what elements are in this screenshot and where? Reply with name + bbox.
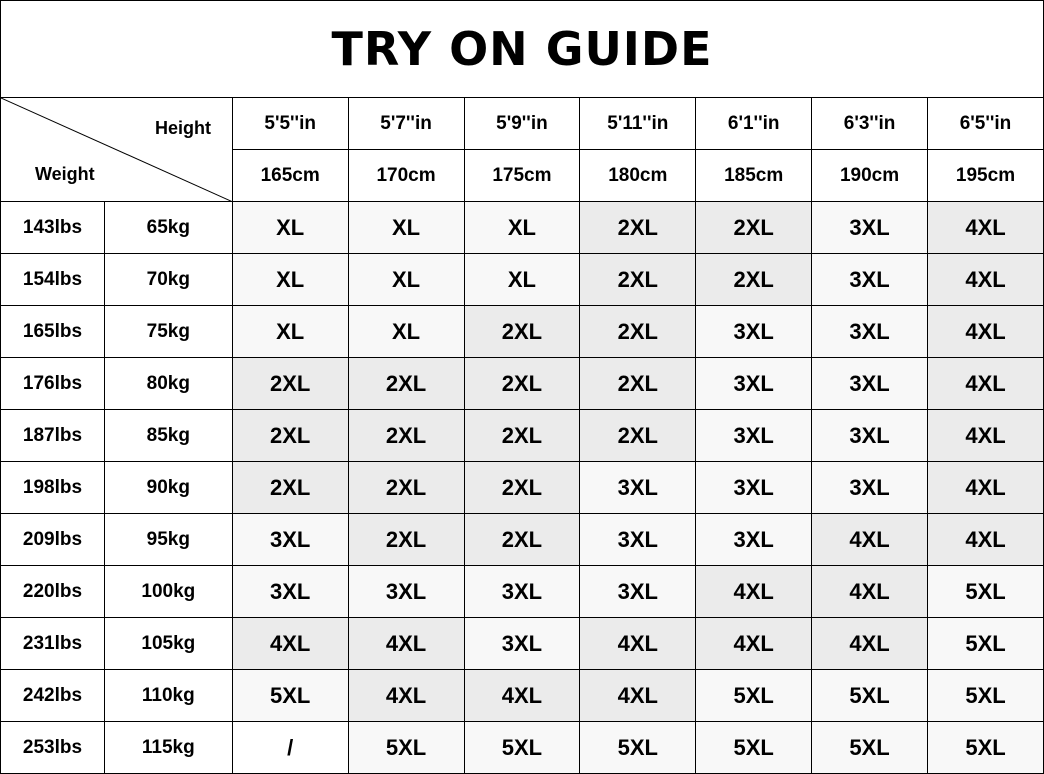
table-row bbox=[1, 254, 1044, 306]
height-inches-header: 5'7''in bbox=[348, 98, 464, 150]
size-cell: 4XL bbox=[580, 618, 696, 670]
size-cell: XL bbox=[348, 202, 464, 254]
weight-kg-cell: 105kg bbox=[104, 618, 232, 670]
size-cell: 2XL bbox=[580, 358, 696, 410]
size-cell: 3XL bbox=[580, 566, 696, 618]
size-cell: 5XL bbox=[812, 722, 928, 774]
size-cell: 4XL bbox=[464, 670, 580, 722]
weight-kg-cell: 100kg bbox=[104, 566, 232, 618]
size-cell: 2XL bbox=[348, 358, 464, 410]
height-cm-header: 185cm bbox=[696, 150, 812, 202]
table-row bbox=[1, 566, 1044, 618]
weight-kg-cell: 70kg bbox=[104, 254, 232, 306]
size-cell: 5XL bbox=[812, 670, 928, 722]
size-cell: XL bbox=[232, 254, 348, 306]
weight-lbs-cell: 198lbs bbox=[1, 462, 105, 514]
size-cell: XL bbox=[232, 202, 348, 254]
size-cell: 3XL bbox=[696, 462, 812, 514]
size-cell: XL bbox=[232, 306, 348, 358]
size-cell: 3XL bbox=[812, 358, 928, 410]
size-cell: 4XL bbox=[928, 306, 1044, 358]
weight-lbs-cell: 154lbs bbox=[1, 254, 105, 306]
size-cell: 2XL bbox=[232, 462, 348, 514]
size-cell: XL bbox=[464, 254, 580, 306]
size-cell: 2XL bbox=[464, 514, 580, 566]
size-cell: 2XL bbox=[348, 410, 464, 462]
size-cell: 3XL bbox=[812, 202, 928, 254]
size-cell: 4XL bbox=[232, 618, 348, 670]
size-cell: 2XL bbox=[580, 410, 696, 462]
weight-lbs-cell: 187lbs bbox=[1, 410, 105, 462]
height-axis-label: Height bbox=[155, 118, 211, 138]
size-cell: 3XL bbox=[696, 514, 812, 566]
size-cell: 4XL bbox=[928, 514, 1044, 566]
weight-kg-cell: 95kg bbox=[104, 514, 232, 566]
diagonal-divider bbox=[1, 98, 233, 202]
size-cell: 4XL bbox=[348, 670, 464, 722]
weight-lbs-cell: 253lbs bbox=[1, 722, 105, 774]
weight-kg-cell: 110kg bbox=[104, 670, 232, 722]
size-cell: 5XL bbox=[696, 722, 812, 774]
size-cell: 3XL bbox=[580, 514, 696, 566]
table-row bbox=[1, 358, 1044, 410]
size-cell: 5XL bbox=[696, 670, 812, 722]
size-cell: 5XL bbox=[928, 566, 1044, 618]
size-cell: 4XL bbox=[928, 462, 1044, 514]
weight-kg-cell: 80kg bbox=[104, 358, 232, 410]
size-cell: 3XL bbox=[812, 306, 928, 358]
table-row bbox=[1, 722, 1044, 774]
size-cell: 4XL bbox=[696, 566, 812, 618]
size-cell: 3XL bbox=[696, 306, 812, 358]
height-cm-header: 190cm bbox=[812, 150, 928, 202]
size-cell: 2XL bbox=[232, 358, 348, 410]
size-cell: 2XL bbox=[580, 306, 696, 358]
size-cell: 2XL bbox=[580, 202, 696, 254]
height-cm-header: 180cm bbox=[580, 150, 696, 202]
size-cell: 4XL bbox=[928, 410, 1044, 462]
size-cell: 4XL bbox=[812, 566, 928, 618]
table-row bbox=[1, 670, 1044, 722]
size-cell: XL bbox=[348, 254, 464, 306]
size-cell: 4XL bbox=[696, 618, 812, 670]
weight-kg-cell: 85kg bbox=[104, 410, 232, 462]
table-row bbox=[1, 514, 1044, 566]
weight-lbs-cell: 176lbs bbox=[1, 358, 105, 410]
weight-lbs-cell: 143lbs bbox=[1, 202, 105, 254]
size-cell: 2XL bbox=[580, 254, 696, 306]
size-cell: 3XL bbox=[812, 254, 928, 306]
page-title: TRY ON GUIDE bbox=[0, 0, 1044, 97]
size-cell: XL bbox=[348, 306, 464, 358]
size-cell: 2XL bbox=[464, 462, 580, 514]
size-table bbox=[0, 97, 1044, 774]
weight-kg-cell: 65kg bbox=[104, 202, 232, 254]
size-cell: 2XL bbox=[232, 410, 348, 462]
size-cell: 4XL bbox=[812, 618, 928, 670]
height-inches-header: 6'1''in bbox=[696, 98, 812, 150]
height-inches-header: 5'11''in bbox=[580, 98, 696, 150]
size-cell: 5XL bbox=[348, 722, 464, 774]
size-cell: 4XL bbox=[580, 670, 696, 722]
table-row bbox=[1, 410, 1044, 462]
size-cell: 3XL bbox=[696, 358, 812, 410]
height-inches-header: 5'5''in bbox=[232, 98, 348, 150]
size-cell: / bbox=[232, 722, 348, 774]
size-cell: 5XL bbox=[928, 670, 1044, 722]
size-cell: 3XL bbox=[464, 566, 580, 618]
weight-axis-label: Weight bbox=[35, 164, 95, 184]
height-inches-header: 6'5''in bbox=[928, 98, 1044, 150]
size-cell: 3XL bbox=[232, 514, 348, 566]
size-cell: 2XL bbox=[464, 306, 580, 358]
size-cell: XL bbox=[464, 202, 580, 254]
size-cell: 2XL bbox=[696, 202, 812, 254]
size-cell: 3XL bbox=[812, 462, 928, 514]
size-cell: 2XL bbox=[464, 358, 580, 410]
size-cell: 4XL bbox=[348, 618, 464, 670]
size-cell: 5XL bbox=[928, 722, 1044, 774]
size-cell: 3XL bbox=[464, 618, 580, 670]
weight-lbs-cell: 242lbs bbox=[1, 670, 105, 722]
size-cell: 2XL bbox=[348, 462, 464, 514]
height-cm-header: 165cm bbox=[232, 150, 348, 202]
weight-lbs-cell: 209lbs bbox=[1, 514, 105, 566]
weight-lbs-cell: 231lbs bbox=[1, 618, 105, 670]
weight-kg-cell: 90kg bbox=[104, 462, 232, 514]
height-inches-header: 6'3''in bbox=[812, 98, 928, 150]
size-cell: 2XL bbox=[348, 514, 464, 566]
weight-kg-cell: 75kg bbox=[104, 306, 232, 358]
weight-kg-cell: 115kg bbox=[104, 722, 232, 774]
height-cm-header: 195cm bbox=[928, 150, 1044, 202]
size-cell: 3XL bbox=[696, 410, 812, 462]
size-cell: 2XL bbox=[696, 254, 812, 306]
weight-lbs-cell: 220lbs bbox=[1, 566, 105, 618]
size-cell: 3XL bbox=[812, 410, 928, 462]
corner-header bbox=[1, 98, 233, 202]
height-cm-header: 170cm bbox=[348, 150, 464, 202]
size-cell: 4XL bbox=[928, 202, 1044, 254]
size-cell: 5XL bbox=[464, 722, 580, 774]
size-cell: 5XL bbox=[580, 722, 696, 774]
table-row bbox=[1, 618, 1044, 670]
size-cell: 3XL bbox=[348, 566, 464, 618]
header-row-inches bbox=[1, 98, 1044, 150]
size-cell: 4XL bbox=[928, 254, 1044, 306]
height-cm-header: 175cm bbox=[464, 150, 580, 202]
table-row bbox=[1, 462, 1044, 514]
size-cell: 5XL bbox=[928, 618, 1044, 670]
size-cell: 4XL bbox=[812, 514, 928, 566]
table-row bbox=[1, 202, 1044, 254]
weight-lbs-cell: 165lbs bbox=[1, 306, 105, 358]
height-inches-header: 5'9''in bbox=[464, 98, 580, 150]
size-cell: 2XL bbox=[464, 410, 580, 462]
size-cell: 3XL bbox=[232, 566, 348, 618]
size-cell: 5XL bbox=[232, 670, 348, 722]
table-row bbox=[1, 306, 1044, 358]
size-cell: 4XL bbox=[928, 358, 1044, 410]
size-cell: 3XL bbox=[580, 462, 696, 514]
